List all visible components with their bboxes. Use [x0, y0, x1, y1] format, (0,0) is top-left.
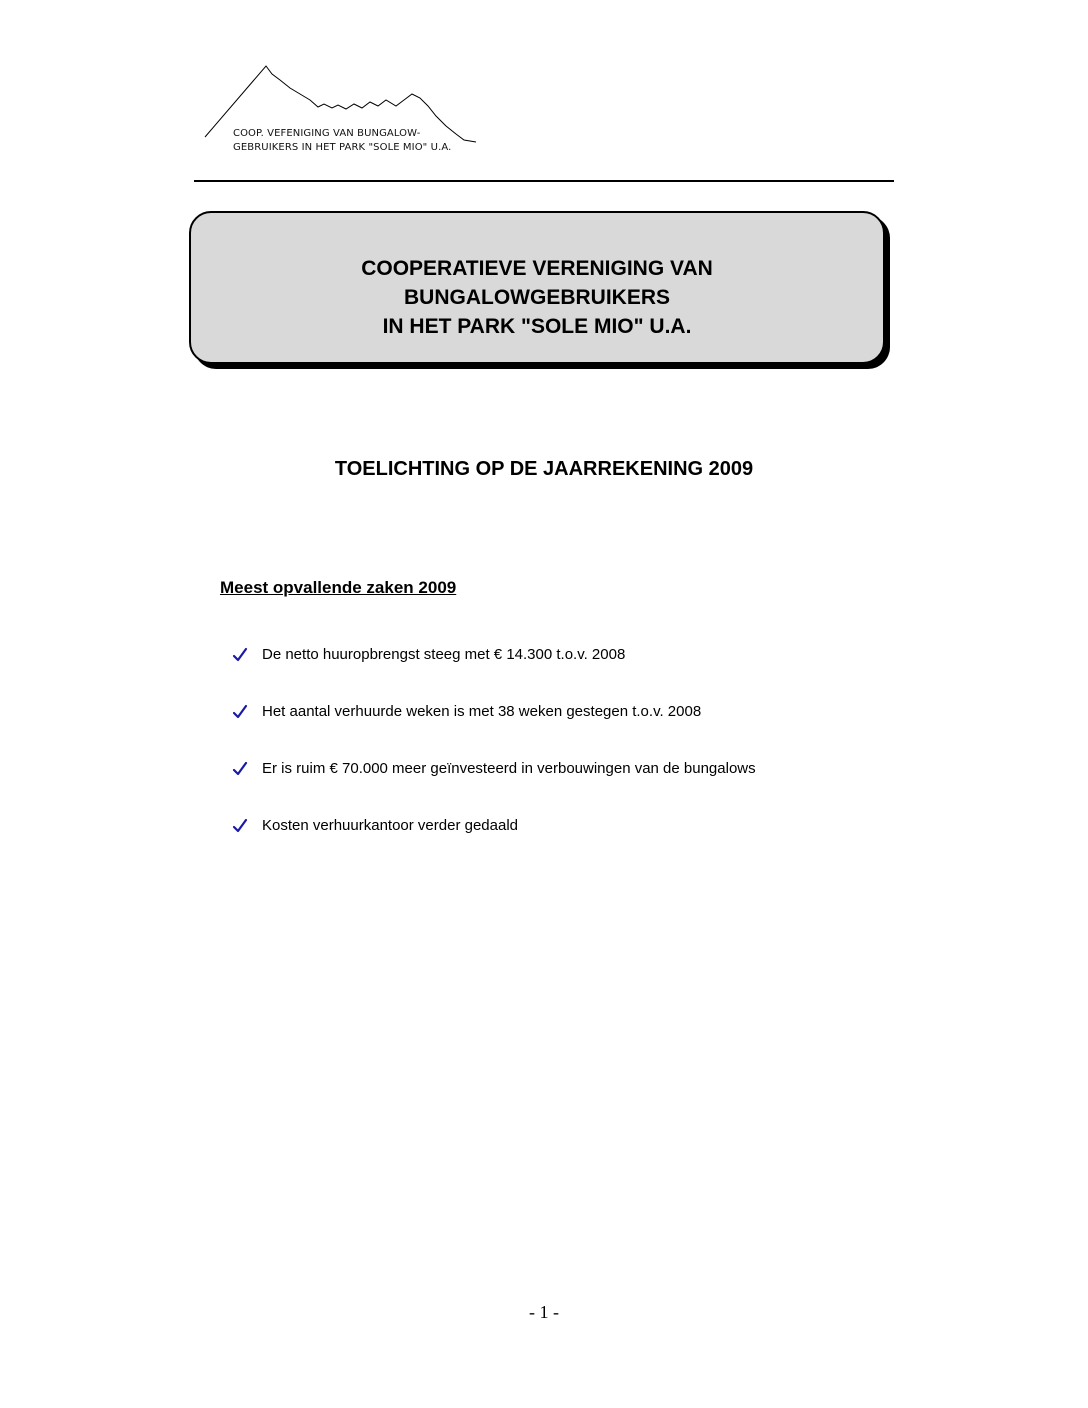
logo-line-1: COOP. VEFENIGING VAN BUNGALOW-	[233, 128, 421, 139]
check-icon	[232, 647, 248, 663]
bullet-item	[232, 645, 756, 702]
title-text	[191, 254, 883, 341]
logo-line-2: GEBRUIKERS IN HET PARK "SOLE MIO" U.A.	[233, 142, 452, 153]
title-line-1: COOPERATIEVE VERENIGING VAN	[361, 257, 713, 280]
bullet-text: Kosten verhuurkantoor verder gedaald	[262, 817, 518, 834]
check-icon	[232, 704, 248, 720]
page-number: - 1 -	[529, 1302, 559, 1322]
check-icon	[232, 761, 248, 777]
logo	[200, 60, 490, 160]
header-rule	[194, 180, 894, 182]
title-box	[189, 211, 885, 364]
bullet-list	[232, 645, 756, 873]
bullet-item	[232, 816, 756, 873]
check-icon	[232, 818, 248, 834]
document-heading: TOELICHTING OP DE JAARREKENING 2009	[334, 458, 754, 480]
bullet-text: Het aantal verhuurde weken is met 38 weken gestegen t.o.v. 2008	[262, 703, 702, 720]
bullet-item	[232, 759, 756, 816]
section-heading: Meest opvallende zaken 2009	[220, 578, 457, 597]
title-line-2: BUNGALOWGEBRUIKERS	[404, 286, 670, 309]
bullet-text: De netto huuropbrengst steeg met € 14.300 t.o.v. 2008	[262, 646, 626, 663]
bullet-text: Er is ruim € 70.000 meer geïnvesteerd in verbouwingen van de bungalows	[262, 760, 756, 777]
title-line-3: IN HET PARK "SOLE MIO" U.A.	[382, 315, 692, 338]
logo-text	[233, 127, 451, 155]
bullet-item	[232, 702, 756, 759]
